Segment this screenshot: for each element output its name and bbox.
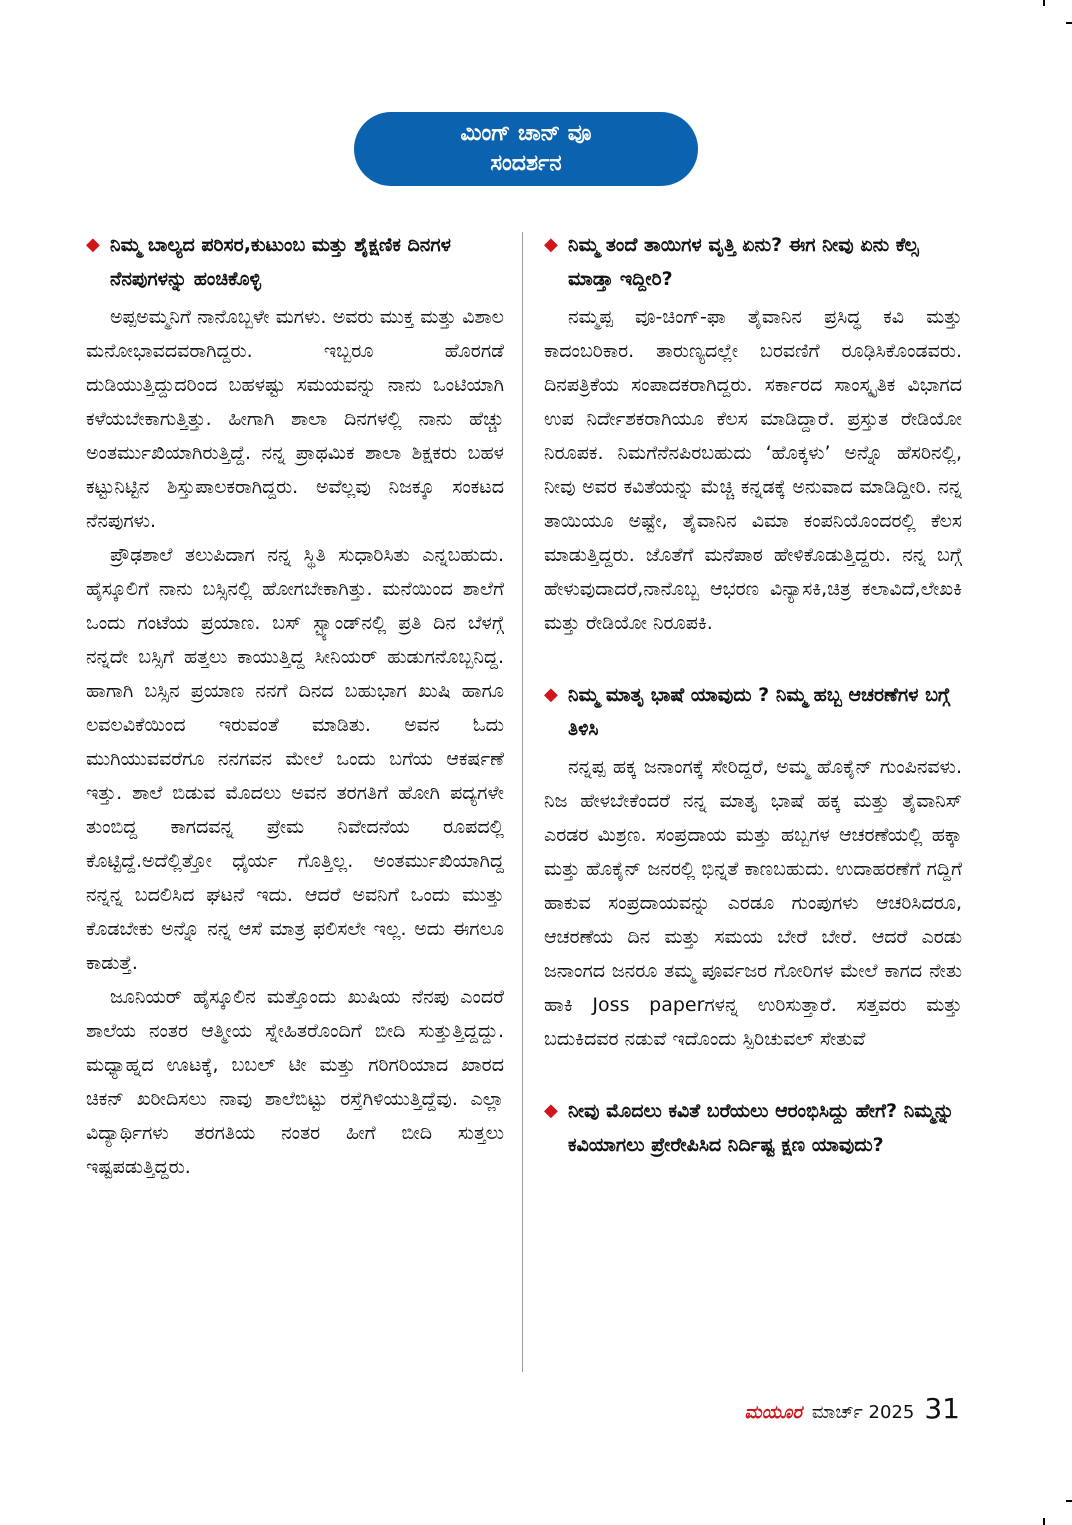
interview-question [544,228,962,296]
interview-question [544,1094,962,1162]
answer-paragraph: ನಮ್ಮಪ್ಪ ವೂ-ಚಿಂಗ್-ಫಾ ತೈವಾನಿನ ಪ್ರಸಿದ್ಧ ಕವಿ ಮತ್ತು ಕಾದಂಬರಿಕಾರ. ತಾರುಣ್ಯದಲ್ಲೇ ಬರವಣಿಗೆ ರೂಢಿಸಿಕೊಂಡವರು. ದಿನಪತ್ರಿಕೆಯ ಸಂಪಾದಕರಾಗಿದ್ದರು. ಸರ್ಕಾರದ ಸಾಂಸ್ಕೃತಿಕ ವಿಭಾಗದ ಉಪ ನಿರ್ದೇಶಕರಾಗಿಯೂ ಕೆಲಸ ಮಾಡಿದ್ದಾರೆ. ಪ್ರಸ್ತುತ ರೇಡಿಯೋ ನಿರೂಪಕ. ನಿಮಗೆನೆನಪಿರಬಹುದು ‘ಹೊಕ್ಕಳು’ ಅನ್ನೊ ಹೆಸರಿನಲ್ಲಿ, ನೀವು ಅವರ ಕವಿತೆಯನ್ನು ಮೆಚ್ಚಿ ಕನ್ನಡಕ್ಕೆ ಅನುವಾದ ಮಾಡಿದ್ದೀರಿ. ನನ್ನ ತಾಯಿಯೂ ಅಷ್ಟೇ, ತೈವಾನಿನ ವಿಮಾ ಕಂಪನಿಯೊಂದರಲ್ಲಿ ಕೆಲಸ ಮಾಡುತ್ತಿದ್ದರು. ಜೊತೆಗೆ ಮನೆಪಾಠ ಹೇಳಿಕೊಡುತ್ತಿದ್ದರು. ನನ್ನ ಬಗ್ಗೆ ಹೇಳುವುದಾದರೆ,ನಾನೊಬ್ಬ ಆಭರಣ ವಿನ್ಯಾಸಕಿ,ಚಿತ್ರ ಕಲಾವಿದೆ,ಲೇಖಕಿ ಮತ್ತು ರೇಡಿಯೋ ನಿರೂಪಕಿ. [544,306,962,634]
question-text: ನಿಮ್ಮ ಮಾತೃ ಭಾಷೆ ಯಾವುದು ? ನಿಮ್ಮ ಹಬ್ಬ ಆಚರಣೆಗಳ ಬಗ್ಗೆ ತಿಳಿಸಿ [568,684,951,740]
question-text: ನೀವು ಮೊದಲು ಕವಿತೆ ಬರೆಯಲು ಆರಂಭಿಸಿದ್ದು ಹೇಗೆ? ನಿಮ್ಮನ್ನು ಕವಿಯಾಗಲು ಪ್ರೇರೇಪಿಸಿದ ನಿರ್ದಿಷ್ಟ ಕ್ಷಣ ಯಾವುದು? [568,1100,955,1156]
diamond-bullet-icon: ◆ [544,234,558,255]
interview-question [86,228,504,296]
diamond-bullet-icon: ◆ [544,684,558,705]
crop-mark [1066,1500,1072,1502]
diamond-bullet-icon: ◆ [86,234,100,255]
interview-question [544,678,962,746]
answer-paragraph: ಪ್ರೌಢಶಾಲೆ ತಲುಪಿದಾಗ ನನ್ನ ಸ್ಥಿತಿ ಸುಧಾರಿಸಿತು ಎನ್ನಬಹುದು. ಹೈಸ್ಕೂಲಿಗೆ ನಾನು ಬಸ್ಸಿನಲ್ಲಿ ಹೋಗಬೇಕಾಗಿತ್ತು. ಮನೆಯಿಂದ ಶಾಲೆಗೆ ಒಂದು ಗಂಟೆಯ ಪ್ರಯಾಣ. ಬಸ್ ಸ್ಟ್ಯಾಂಡ್‌ನಲ್ಲಿ ಪ್ರತಿ ದಿನ ಬೆಳಗ್ಗೆ ನನ್ನದೇ ಬಸ್ಸಿಗೆ ಹತ್ತಲು ಕಾಯುತ್ತಿದ್ದ ಸೀನಿಯರ್ ಹುಡುಗನೊಬ್ಬನಿದ್ದ. ಹಾಗಾಗಿ ಬಸ್ಸಿನ ಪ್ರಯಾಣ ನನಗೆ ದಿನದ ಬಹುಭಾಗ ಖುಷಿ ಹಾಗೂ ಲವಲವಿಕೆಯಿಂದ ಇರುವಂತೆ ಮಾಡಿತು. ಅವನ ಓದು ಮುಗಿಯುವವರೆಗೂ ನನಗವನ ಮೇಲೆ ಒಂದು ಬಗೆಯ ಆಕರ್ಷಣೆ ಇತ್ತು. ಶಾಲೆ ಬಿಡುವ ಮೊದಲು ಅವನ ತರಗತಿಗೆ ಹೋಗಿ ಪದ್ಯಗಳೇ ತುಂಬಿದ್ದ ಕಾಗದವನ್ನ ಪ್ರೇಮ ನಿವೇದನೆಯ ರೂಪದಲ್ಲಿ ಕೊಟ್ಟಿದ್ದೆ.ಅದೆಲ್ಲಿತ್ತೋ ಧೈರ್ಯ ಗೊತ್ತಿಲ್ಲ. ಅಂತರ್ಮುಖಿಯಾಗಿದ್ದ ನನ್ನನ್ನ ಬದಲಿಸಿದ ಘಟನೆ ಇದು. ಆದರೆ ಅವನಿಗೆ ಒಂದು ಮುತ್ತು ಕೊಡಬೇಕು ಅನ್ನೊ ನನ್ನ ಆಸೆ ಮಾತ್ರ ಫಲಿಸಲೇ ಇಲ್ಲ. ಅದು ಈಗಲೂ ಕಾಡುತ್ತೆ. [86,544,504,974]
issue-date: ಮಾರ್ಚ್ 2025 [811,1402,915,1423]
question-text: ನಿಮ್ಮ ಬಾಲ್ಯದ ಪರಿಸರ,ಕುಟುಂಬ ಮತ್ತು ಶೈಕ್ಷಣಿಕ ದಿನಗಳ ನೆನಪುಗಳನ್ನು ಹಂಚಿಕೊಳ್ಳಿ [110,234,451,290]
right-column [544,228,962,1388]
crop-mark [1043,1518,1045,1525]
title-line-2: ಸಂದರ್ಶನ [490,151,562,176]
diamond-bullet-icon: ◆ [544,1100,558,1121]
left-column [86,228,504,1388]
section-gap [544,640,962,678]
page-footer [745,1392,961,1432]
page-number: 31 [924,1392,960,1425]
answer-paragraph: ನನ್ನಪ್ಪ ಹಕ್ಕ ಜನಾಂಗಕ್ಕೆ ಸೇರಿದ್ದರೆ, ಅಮ್ಮ ಹೊಕೈನ್ ಗುಂಪಿನವಳು. ನಿಜ ಹೇಳಬೇಕೆಂದರೆ ನನ್ನ ಮಾತೃ ಭಾಷೆ ಹಕ್ಕ ಮತ್ತು ತೈವಾನಿಸ್ ಎರಡರ ಮಿಶ್ರಣ. ಸಂಪ್ರದಾಯ ಮತ್ತು ಹಬ್ಬಗಳ ಆಚರಣೆಯಲ್ಲಿ ಹಕ್ಕಾ ಮತ್ತು ಹೊಕೈನ್ ಜನರಲ್ಲಿ ಭಿನ್ನತೆ ಕಾಣಬಹುದು. ಉದಾಹರಣೆಗೆ ಗದ್ದಿಗೆ ಹಾಕುವ ಸಂಪ್ರದಾಯವನ್ನು ಎರಡೂ ಗುಂಪುಗಳು ಆಚರಿಸಿದರೂ, ಆಚರಣೆಯ ದಿನ ಮತ್ತು ಸಮಯ ಬೇರೆ ಬೇರೆ. ಆದರೆ ಎರಡು ಜನಾಂಗದ ಜನರೂ ತಮ್ಮ ಪೂರ್ವಜರ ಗೋರಿಗಳ ಮೇಲೆ ಕಾಗದ ನೇತು ಹಾಕಿ Joss paperಗಳನ್ನ ಉರಿಸುತ್ತಾರೆ. ಸತ್ತವರು ಮತ್ತು ಬದುಕಿದವರ ನಡುವೆ ಇದೊಂದು ಸ್ಪಿರಿಚುವಲ್ ಸೇತುವೆ [544,756,962,1050]
question-text: ನಿಮ್ಮ ತಂದೆ ತಾಯಿಗಳ ವೃತ್ತಿ ಏನು? ಈಗ ನೀವು ಏನು ಕೆಲ್ಸ ಮಾಡ್ತಾ ಇದ್ದೀರಿ? [568,234,919,290]
column-divider [522,232,523,1372]
answer-paragraph: ಅಪ್ಪಅಮ್ಮನಿಗೆ ನಾನೊಬ್ಬಳೇ ಮಗಳು. ಅವರು ಮುಕ್ತ ಮತ್ತು ವಿಶಾಲ ಮನೋಭಾವದವರಾಗಿದ್ದರು. ಇಬ್ಬರೂ ಹೊರಗಡೆ ದುಡಿಯುತ್ತಿದ್ದುದರಿಂದ ಬಹಳಷ್ಟು ಸಮಯವನ್ನು ನಾನು ಒಂಟಿಯಾಗಿ ಕಳೆಯಬೇಕಾಗುತ್ತಿತ್ತು. ಹೀಗಾಗಿ ಶಾಲಾ ದಿನಗಳಲ್ಲಿ ನಾನು ಹೆಚ್ಚು ಅಂತರ್ಮುಖಿಯಾಗಿರುತ್ತಿದ್ದೆ. ನನ್ನ ಪ್ರಾಥಮಿಕ ಶಾಲಾ ಶಿಕ್ಷಕರು ಬಹಳ ಕಟ್ಟುನಿಟ್ಟಿನ ಶಿಸ್ತುಪಾಲಕರಾಗಿದ್ದರು. ಅವೆಲ್ಲವು ನಿಜಕ್ಕೂ ಸಂಕಟದ ನೆನಪುಗಳು. [86,306,504,532]
answer-paragraph: ಜೂನಿಯರ್ ಹೈಸ್ಕೂಲಿನ ಮತ್ತೊಂದು ಖುಷಿಯ ನೆನಪು ಎಂದರೆ ಶಾಲೆಯ ನಂತರ ಆತ್ಮೀಯ ಸ್ನೇಹಿತರೊಂದಿಗೆ ಬೀದಿ ಸುತ್ತುತ್ತಿದ್ದದ್ದು. ಮಧ್ಯಾಹ್ನದ ಊಟಕ್ಕೆ, ಬಬಲ್ ಟೀ ಮತ್ತು ಗರಿಗರಿಯಾದ ಖಾರದ ಚಿಕನ್ ಖರೀದಿಸಲು ನಾವು ಶಾಲೆಬಿಟ್ಟು ರಸ್ತೆಗಿಳಿಯುತ್ತಿದ್ದೆವು. ಎಲ್ಲಾ ವಿದ್ಯಾರ್ಥಿಗಳು ತರಗತಿಯ ನಂತರ ಹೀಗೆ ಬೀದಿ ಸುತ್ತಲು ಇಷ್ಟಪಡುತ್ತಿದ್ದರು. [86,986,504,1178]
section-gap [544,1056,962,1094]
interview-title-banner [354,112,698,186]
crop-mark [1043,0,1045,6]
magazine-brand: ಮಯೂರ [744,1402,802,1423]
title-line-1: ಮಿಂಗ್ ಚಾನ್ ವೂ [460,121,592,146]
crop-mark [1066,22,1072,24]
